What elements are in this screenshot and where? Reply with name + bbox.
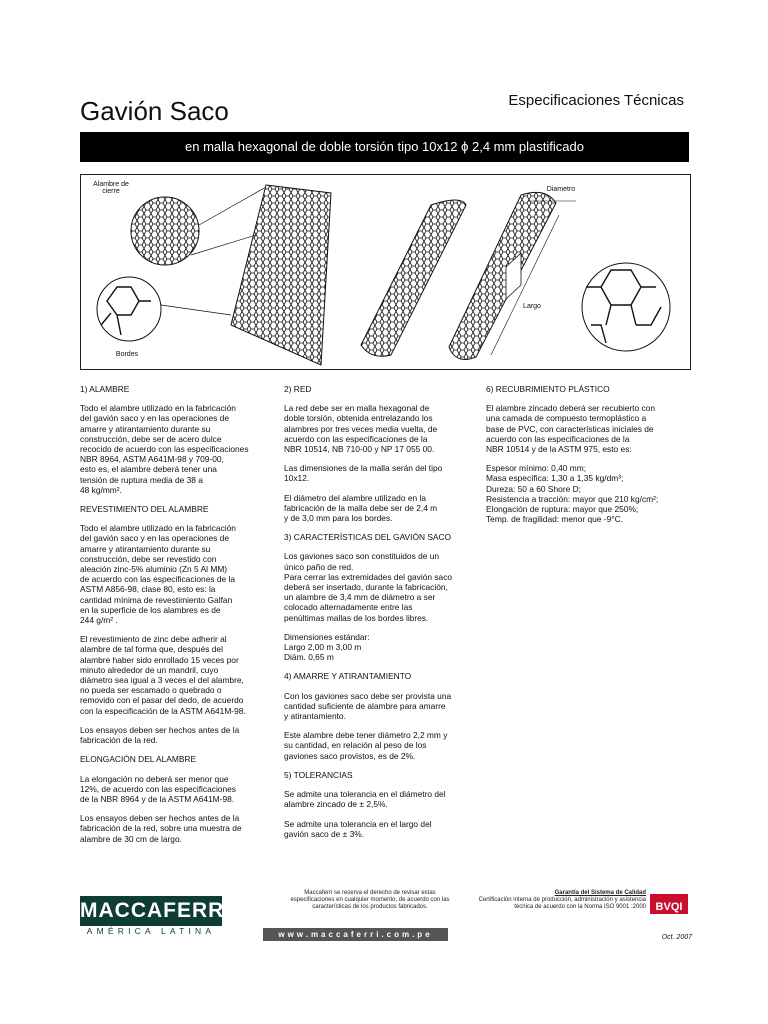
page-title: Gavión Saco: [80, 96, 229, 126]
red-paragraph-1: La red debe ser en malla hexagonal de doble torsión, obtenida entrelazando los alambres por tres veces media vuelta, de acuerdo con las especificaciones de la NBR 10514, NB 710-00 y NP 17 055 00.: [284, 403, 438, 455]
revestimiento-heading: REVESTIMIENTO DEL ALAMBRE: [80, 504, 209, 515]
section-5-heading: 5) TOLERANCIAS: [284, 769, 353, 780]
tolerancias-paragraph-1: Se admite una tolerancia en el diámetro del alambre zincado de ± 2,5%.: [284, 789, 446, 810]
section-6-heading: 6) RECUBRIMIENTO PLÁSTICO: [486, 384, 610, 394]
revestimiento-paragraph-2: El revestimiento de zinc debe adherir al alambre de tal forma que, después del alambre haber sido enrollado 15 veces por minuto alrededor de un mandril, cuyo diámetro sea igual a 3 veces el del alambre, no pueda ser escamado o quebrado o removido con el pasar del dedo, de acuerdo con la especificación de la ASTM A641M-98.: [80, 634, 246, 716]
revestimiento-paragraph: Todo el alambre utilizado en la fabricación del gavión saco y en las operaciones de amarre y atirantamiento durante su construcción, debe ser revestido con aleación zinc-5% aluminio (Zn 5 Al MM) de acuerdo con las especificaciones de la ASTM A856-98, clase 80, esto es: la cantidad mínima de revestimiento Galfan en la superficie de los alambres es de 244 g/m² .: [80, 523, 236, 626]
red-paragraph-2: Las dimensiones de la malla serán del tipo 10x12.: [284, 463, 443, 484]
closed-sack: [449, 192, 556, 359]
guarantee-block: [470, 890, 646, 912]
recubrimiento-paragraph-2: Espesor mínimo: 0,40 mm; Masa específica: 1,30 a 1,35 kg/dm³; Dureza: 50 a 60 Shore D; Resistencia a tracción: mayor que 210 kg/cm²; Elongación de ruptura: mayor que 250%; Temp. de fragilidad: menor que -9°C.: [486, 463, 659, 525]
guarantee-text: Certificación interna de producción, administración y asistencia técnica de acuerdo con la Norma ISO 9001 :2000: [478, 897, 646, 911]
label-diametro: Diametro: [546, 186, 576, 193]
title-bar: en malla hexagonal de doble torsión tipo 10x12 ϕ 2,4 mm plastificado: [80, 132, 689, 162]
ensayos-paragraph-2: Los ensayos deben ser hechos antes de la fabricación de la red, sobre una muestra de alambre de 30 cm de largo.: [80, 813, 242, 844]
disclaimer-text: Maccaferri se reserva el derecho de revisar estas especificaciones en cualquier momento, de acuerdo con las características de los productos fabricados.: [290, 890, 450, 910]
ensayos-paragraph: Los ensayos deben ser hechos antes de la fabricación de la red.: [80, 724, 240, 746]
amarre-paragraph-2: Este alambre debe tener diámetro 2,2 mm y su cantidad, en relación al peso de los gaviones saco provistos, es de 2%.: [284, 730, 448, 761]
product-illustration: [80, 174, 691, 370]
detail-circle-right: [582, 263, 670, 351]
guarantee-title: Garantía del Sistema de Calidad: [554, 890, 646, 896]
label-largo: Largo: [523, 303, 541, 310]
section-1-paragraph: Todo el alambre utilizado en la fabricación del gavión saco y en las operaciones de amarre y atirantamiento durante su construcción, debe ser de acero dulce recocido de acuerdo con las especificaciones NBR 8964, ASTM A641M-98 y 709-00, esto es, el alambre deberá tener una tensión de ruptura media de 38 a 48 kg/mm².: [80, 403, 249, 495]
elongacion-paragraph: La elongación no deberá ser menor que 12%, de acuerdo con las especificaciones de la NBR 8964 y de la ASTM A641M-98.: [80, 773, 236, 804]
red-paragraph-3: El diámetro del alambre utilizado en la fabricación de la malla debe ser de 2,4 m y de 3,0 mm para los bordes.: [284, 492, 438, 524]
tolerancias-paragraph-2: Se admite una tolerancia en el largo del gavión saco de ± 3%.: [284, 818, 432, 839]
amarre-paragraph-1: Con los gaviones saco debe ser provista una cantidad suficiente de alambre para amarre y atirantamiento.: [284, 690, 452, 722]
page-subtitle: Especificaciones Técnicas: [508, 92, 684, 109]
website-link[interactable]: www.maccaferri.com.pe: [263, 928, 448, 941]
section-1-heading: 1) ALAMBRE: [80, 384, 130, 394]
detail-circle-top: [131, 197, 199, 265]
column-2: [284, 384, 474, 848]
section-3-heading: 3) CARACTERÍSTICAS DEL GAVIÓN SACO: [284, 532, 452, 543]
label-alambre-cierre: Alambre de cierre: [93, 181, 129, 195]
elongacion-heading: ELONGACIÓN DEL ALAMBRE: [80, 754, 197, 765]
caracteristicas-paragraph: Los gaviones saco son constituidos de un único paño de red. Para cerrar las extremidades del gavión saco deberá ser insertado, durante la fabricación, un alambre de 3,4 mm de diámetro a ser colocado alternadamente entre las penúltimas mallas de los bordes libres.: [284, 551, 453, 623]
date-label: Oct. 2007: [661, 934, 692, 941]
label-bordes: Bordes: [115, 351, 139, 358]
column-1: [80, 384, 280, 853]
recubrimiento-paragraph-1: El alambre zincado deberá ser recubierto con una camada de compuesto termoplástico a base de PVC, con características iniciales de acuerdo con las especificaciones de la NBR 10514 y de la ASTM 975, esto es:: [486, 403, 655, 455]
bvqi-logo: [650, 894, 688, 922]
gabion-drawing: [81, 175, 690, 369]
dimensiones-paragraph: Dimensiones estándar: Largo 2,00 m 3,00 m Diám. 0,65 m: [284, 631, 370, 663]
section-2-heading: 2) RED: [284, 384, 312, 394]
section-4-heading: 4) AMARRE Y ATIRANTAMIENTO: [284, 671, 412, 682]
column-3: [486, 384, 686, 533]
maccaferri-logo: MACCAFERRI: [80, 896, 222, 926]
open-sack: [361, 200, 466, 356]
mesh-panel: [231, 185, 331, 365]
bvqi-text: BVQI: [655, 901, 683, 913]
logo-subtitle: AMÉRICA LATINA: [86, 926, 216, 936]
